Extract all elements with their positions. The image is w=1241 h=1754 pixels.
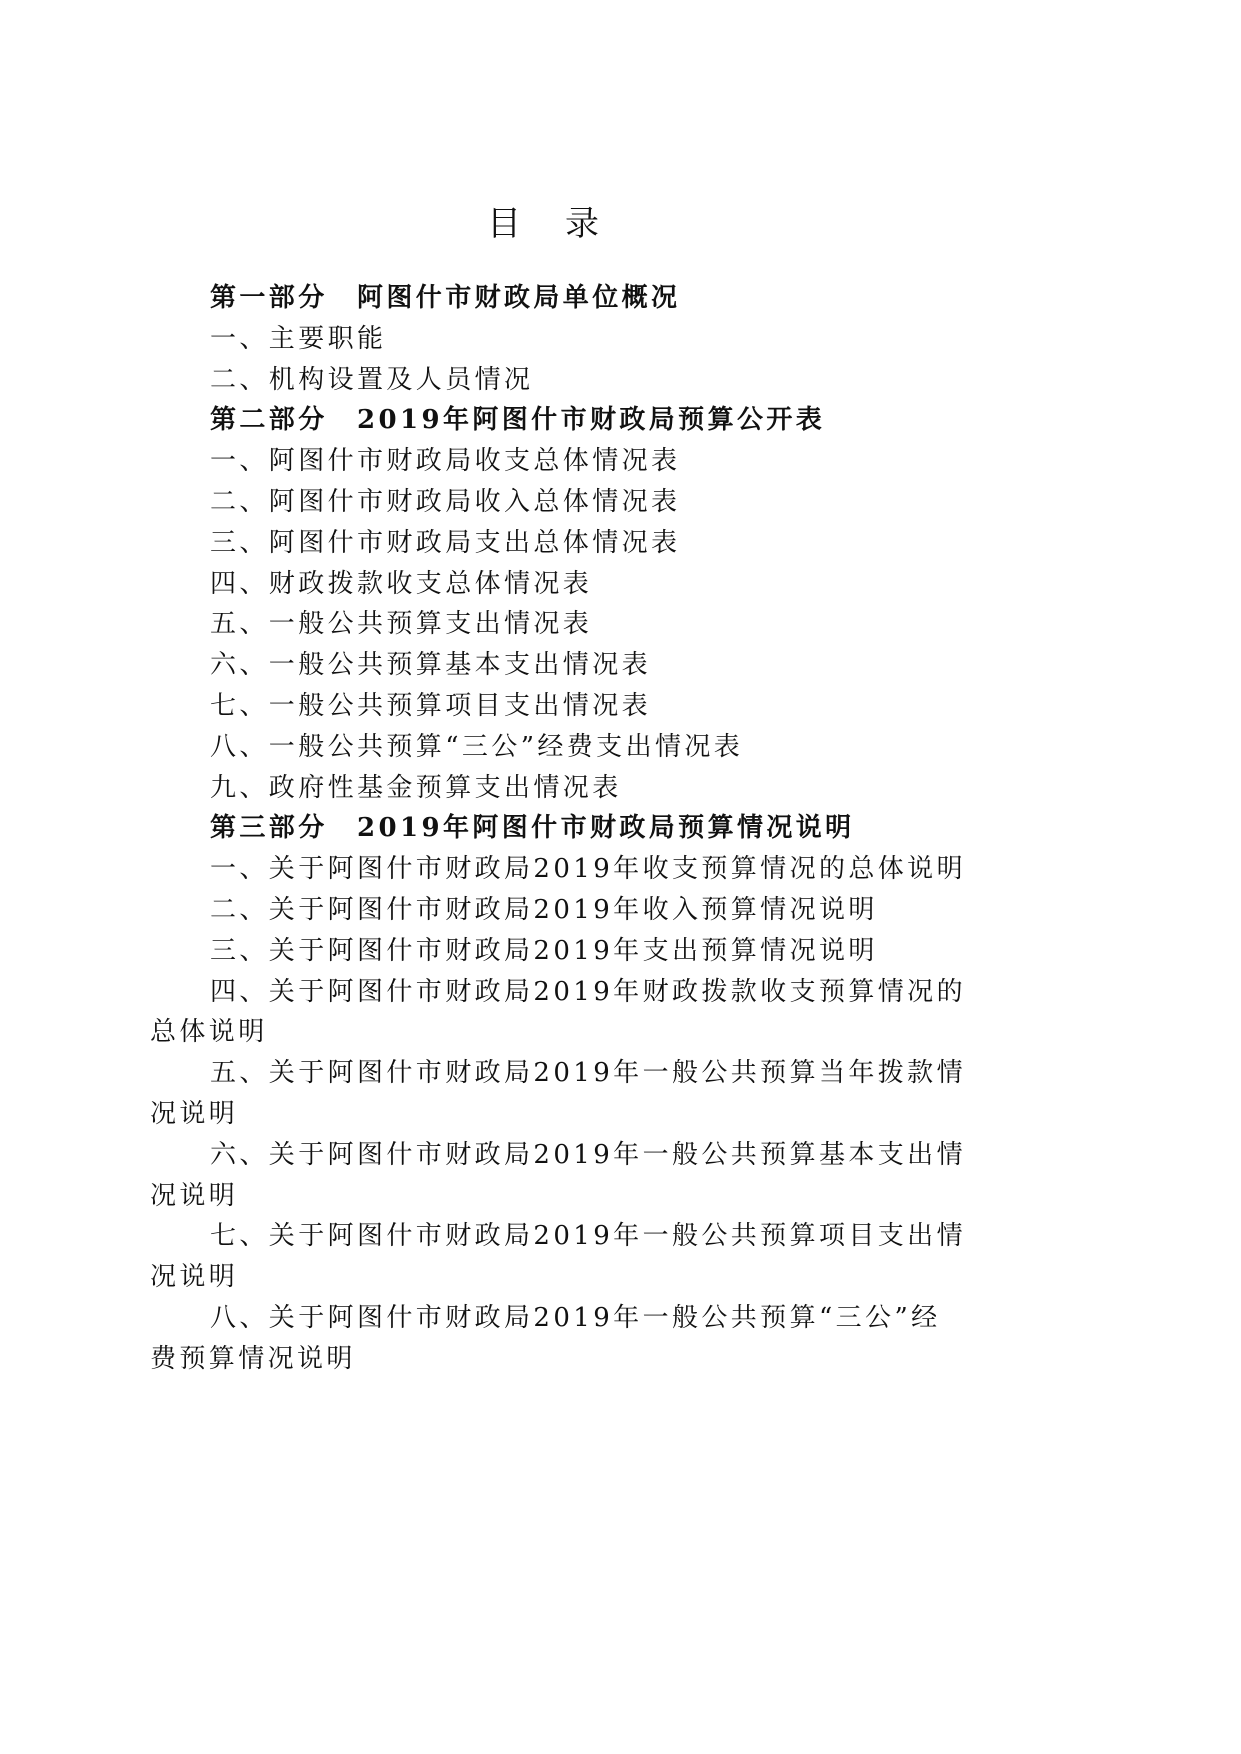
toc-entry: 九、政府性基金预算支出情况表 — [210, 772, 622, 803]
toc-entry-continuation: 况说明 — [150, 1099, 239, 1129]
toc-entry: 二、机构设置及人员情况 — [210, 364, 534, 395]
toc-entry: 六、关于阿图什市财政局2019年一般公共预算基本支出情 — [210, 1139, 966, 1170]
toc-part-heading: 第二部分 2019年阿图什市财政局预算公开表 — [210, 405, 826, 436]
toc-entry: 四、关于阿图什市财政局2019年财政拨款收支预算情况的 — [210, 976, 966, 1007]
toc-entry: 四、财政拨款收支总体情况表 — [210, 568, 593, 599]
toc-entry: 五、一般公共预算支出情况表 — [210, 609, 593, 640]
toc-part-heading: 第三部分 2019年阿图什市财政局预算情况说明 — [210, 813, 855, 844]
toc-title: 目录 — [487, 204, 643, 244]
toc-entry: 二、关于阿图什市财政局2019年收入预算情况说明 — [210, 895, 878, 925]
toc-part-heading: 第一部分 阿图什市财政局单位概况 — [210, 283, 681, 313]
toc-entry: 五、关于阿图什市财政局2019年一般公共预算当年拨款情 — [210, 1058, 966, 1089]
toc-entry: 一、阿图什市财政局收支总体情况表 — [210, 446, 681, 477]
toc-entry-continuation: 费预算情况说明 — [150, 1343, 356, 1374]
toc-entry: 七、关于阿图什市财政局2019年一般公共预算项目支出情 — [210, 1221, 966, 1252]
toc-entry: 一、主要职能 — [210, 323, 387, 354]
toc-entry: 三、阿图什市财政局支出总体情况表 — [210, 527, 681, 558]
toc-entry: 一、关于阿图什市财政局2019年收支预算情况的总体说明 — [210, 854, 966, 885]
toc-entry: 八、关于阿图什市财政局2019年一般公共预算“三公”经 — [210, 1303, 941, 1333]
toc-entry-continuation: 总体说明 — [150, 1017, 268, 1048]
toc-entry: 六、一般公共预算基本支出情况表 — [210, 650, 652, 681]
toc-entry-continuation: 况说明 — [150, 1262, 239, 1293]
toc-entry: 二、阿图什市财政局收入总体情况表 — [210, 487, 681, 517]
toc-entry: 三、关于阿图什市财政局2019年支出预算情况说明 — [210, 935, 878, 966]
toc-entry: 八、一般公共预算“三公”经费支出情况表 — [210, 731, 744, 762]
toc-entry-continuation: 况说明 — [150, 1180, 239, 1211]
toc-entry: 七、一般公共预算项目支出情况表 — [210, 691, 652, 721]
